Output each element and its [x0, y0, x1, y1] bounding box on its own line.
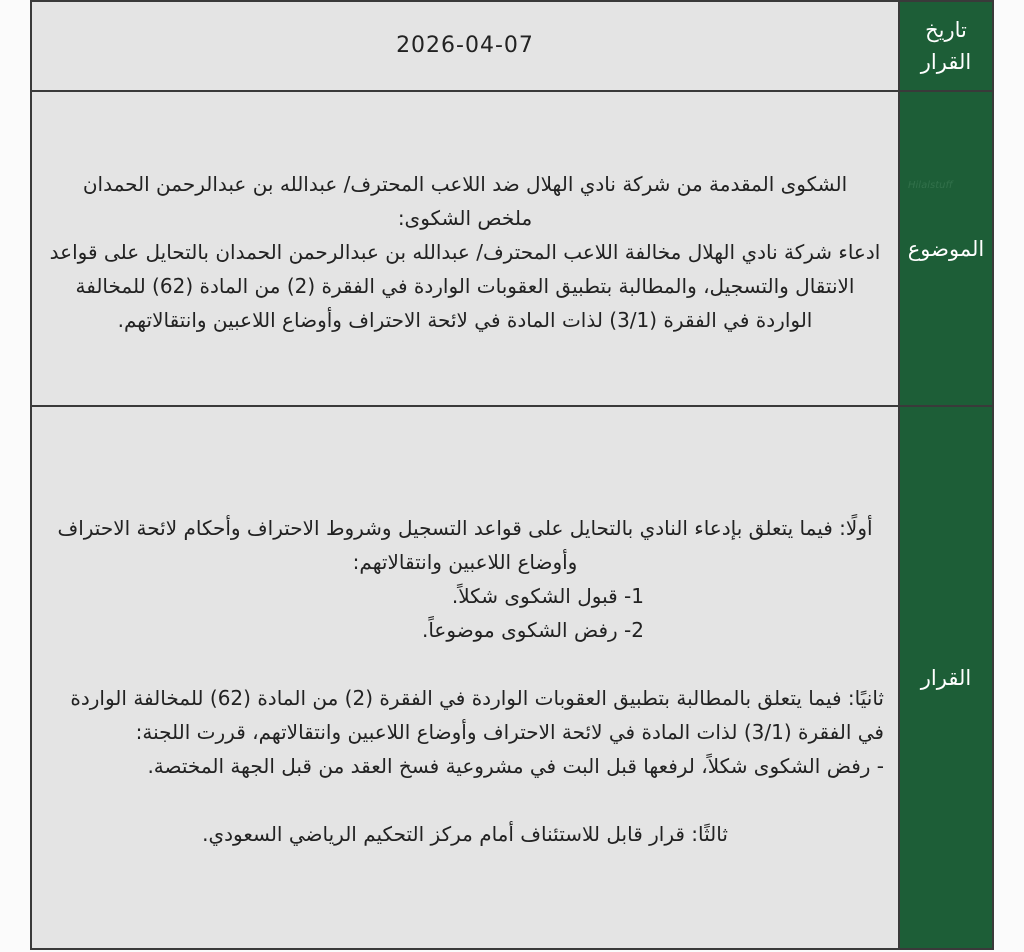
subject-row [31, 91, 993, 406]
decision-row [31, 406, 993, 949]
decision-date-cell [31, 1, 899, 91]
subject-summary-heading: ملخص الشكوى: [397, 205, 533, 230]
watermark-text: Hilalstuff [908, 180, 953, 191]
subject-label-cell [899, 91, 993, 406]
decision-spacer-2 [46, 783, 884, 817]
decision-date-label-cell [899, 1, 993, 91]
decision-first-heading: أولًا: فيما يتعلق بإدعاء النادي بالتحايل على قواعد التسجيل وشروط الاحتراف وأحكام لائحة الاحتراف وأوضاع اللاعبين وانتقالاتهم: [57, 515, 873, 574]
decision-label-cell [899, 406, 993, 949]
decision-cell [31, 406, 899, 949]
decision-first-item-1: 1- قبول الشكوى شكلاً. [451, 583, 644, 608]
subject-content [46, 161, 884, 337]
decision-third: ثالثًا: قرار قابل للاستئناف أمام مركز التحكيم الرياضي السعودي. [202, 821, 728, 846]
subject-complaint-title: الشكوى المقدمة من شركة نادي الهلال ضد اللاعب المحترف/ عبدالله بن عبدالرحمن الحمدان [82, 171, 848, 196]
decision-date-value: 2026-04-07 [396, 33, 534, 58]
decision-second-item: - رفض الشكوى شكلاً، لرفعها قبل البت في مشروعية فسخ العقد من قبل الجهة المختصة. [147, 753, 884, 778]
decision-date-label: تاريخ القرار [920, 18, 972, 74]
subject-cell [31, 91, 899, 406]
decision-spacer-1 [46, 647, 884, 681]
subject-summary-text: ادعاء شركة نادي الهلال مخالفة اللاعب المحترف/ عبدالله بن عبدالرحمن الحمدان بالتحايل على قواعد الانتقال والتسجيل، والمطالبة بتطبيق العقوبات الواردة في الفقرة (2) من المادة (62) للمخالفة الواردة في الفقرة (3/1) لذات المادة في لائحة الاحتراف وأوضاع اللاعبين وانتقالاتهم. [49, 239, 881, 332]
decision-label: القرار [920, 665, 972, 690]
decision-content [46, 505, 884, 851]
decision-first-item-2: 2- رفض الشكوى موضوعاً. [421, 617, 644, 642]
decision-second-heading: ثانيًا: فيما يتعلق بالمطالبة بتطبيق العقوبات الواردة في الفقرة (2) من المادة (62) للمخالفة الواردة في الفقرة (3/1) لذات المادة في لائحة الاحتراف وأوضاع اللاعبين وانتقالاتهم، قررت اللجنة: [70, 685, 884, 744]
subject-label: الموضوع [907, 236, 985, 261]
decision-table [30, 0, 994, 950]
decision-date-row [31, 1, 993, 91]
